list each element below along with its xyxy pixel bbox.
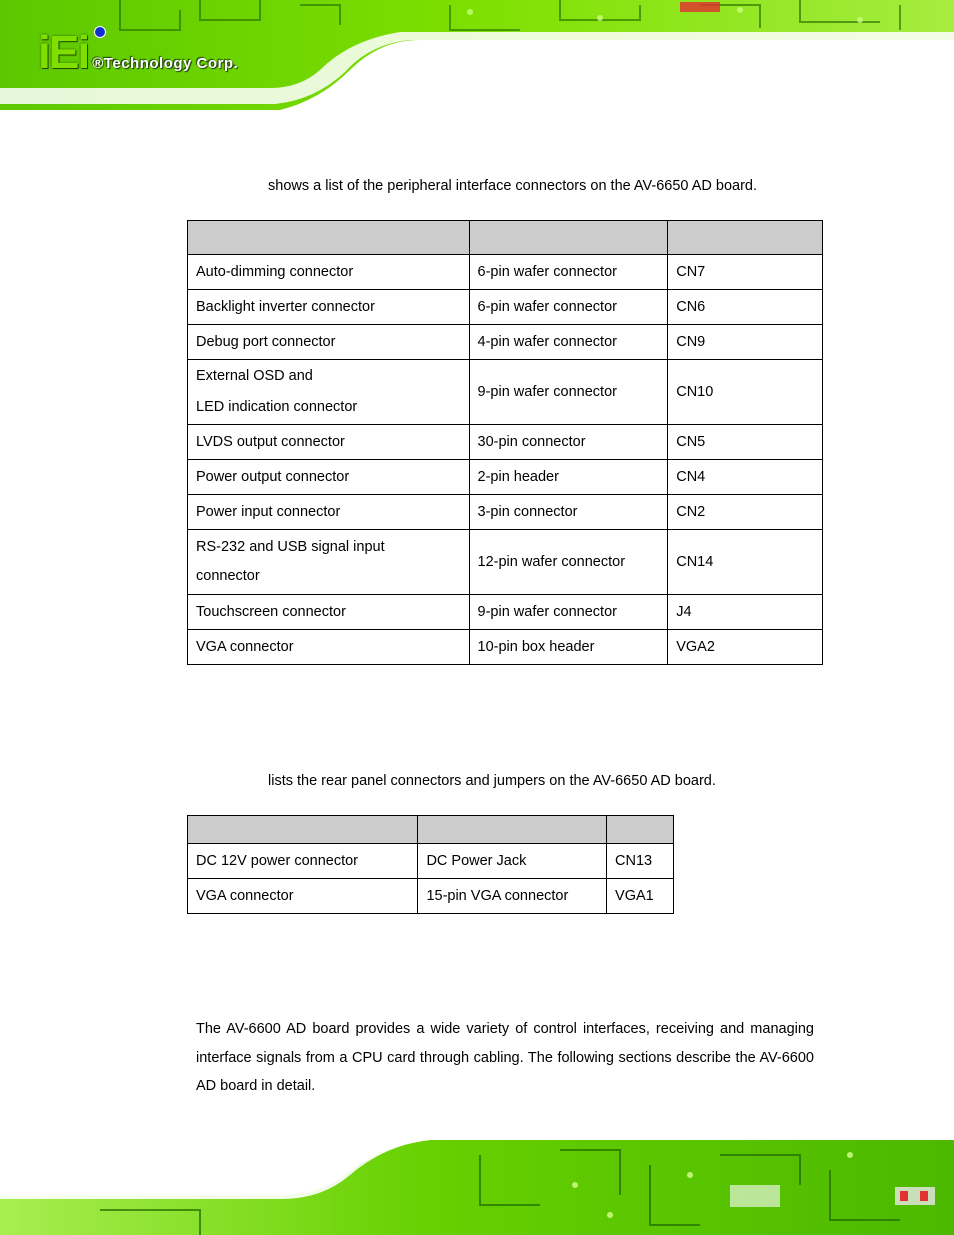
connector-type: DC Power Jack <box>418 844 607 879</box>
connector-name: VGA connector <box>188 630 470 665</box>
connector-label: CN10 <box>668 360 823 425</box>
table-row <box>188 630 823 665</box>
connector-type: 9-pin wafer connector <box>469 360 668 425</box>
connector-label: CN9 <box>668 325 823 360</box>
connector-label: J4 <box>668 595 823 630</box>
overview-paragraph: The AV-6600 AD board provides a wide variety of control interfaces, receiving and managing interface signals from a CPU card through cabling. The following sections describe the AV-6600 AD board in detail. <box>196 1021 814 1094</box>
connector-type: 10-pin box header <box>469 630 668 665</box>
connector-name: Power input connector <box>188 495 470 530</box>
table-row <box>188 255 823 290</box>
table-row <box>188 290 823 325</box>
column-header <box>188 221 470 255</box>
connector-type: 12-pin wafer connector <box>469 530 668 595</box>
table-row <box>188 360 823 425</box>
connector-name-line: External OSD and <box>196 368 313 384</box>
connector-label: CN14 <box>668 530 823 595</box>
connector-label: CN6 <box>668 290 823 325</box>
rear-panel-connectors-table <box>187 815 674 914</box>
column-header <box>188 816 418 844</box>
company-logo <box>38 26 239 78</box>
connector-name: Debug port connector <box>188 325 470 360</box>
connector-name: DC 12V power connector <box>188 844 418 879</box>
connector-label: CN4 <box>668 460 823 495</box>
table-row <box>188 595 823 630</box>
table-row <box>188 425 823 460</box>
connector-label: VGA1 <box>607 879 674 914</box>
column-header <box>469 221 668 255</box>
connector-name: Backlight inverter connector <box>188 290 470 325</box>
peripheral-connectors-table <box>187 220 823 665</box>
connector-name: LVDS output connector <box>188 425 470 460</box>
connector-name <box>188 530 470 595</box>
table-row <box>188 495 823 530</box>
column-header <box>607 816 674 844</box>
connector-label: VGA2 <box>668 630 823 665</box>
connector-type: 15-pin VGA connector <box>418 879 607 914</box>
connector-name: Touchscreen connector <box>188 595 470 630</box>
connector-name: VGA connector <box>188 879 418 914</box>
connector-name: Auto-dimming connector <box>188 255 470 290</box>
connector-label: CN5 <box>668 425 823 460</box>
table-header-row <box>188 221 823 255</box>
connector-name: Power output connector <box>188 460 470 495</box>
connector-type: 2-pin header <box>469 460 668 495</box>
connector-type: 9-pin wafer connector <box>469 595 668 630</box>
table-row <box>188 325 823 360</box>
section1-intro: shows a list of the peripheral interface connectors on the AV-6650 AD board. <box>268 178 757 194</box>
column-header <box>668 221 823 255</box>
connector-label: CN2 <box>668 495 823 530</box>
connector-name <box>188 360 470 425</box>
table-header-row <box>188 816 674 844</box>
column-header <box>418 816 607 844</box>
table-row <box>188 460 823 495</box>
connector-name-line: LED indication connector <box>196 399 358 415</box>
connector-label: CN7 <box>668 255 823 290</box>
table-row <box>188 879 674 914</box>
connector-type: 6-pin wafer connector <box>469 255 668 290</box>
connector-type: 3-pin connector <box>469 495 668 530</box>
table-row <box>188 530 823 595</box>
connector-name-line: RS-232 and USB signal input <box>196 539 385 555</box>
section2-intro: lists the rear panel connectors and jumpers on the AV-6650 AD board. <box>268 773 716 789</box>
table-row <box>188 844 674 879</box>
connector-type: 30-pin connector <box>469 425 668 460</box>
footer-pcb-banner <box>0 1125 954 1235</box>
connector-type: 4-pin wafer connector <box>469 325 668 360</box>
logo-text: ®Technology Corp. <box>92 55 239 72</box>
connector-label: CN13 <box>607 844 674 879</box>
connector-name-line: connector <box>196 568 260 584</box>
logo-dot-icon <box>94 26 106 38</box>
logo-mark: iEi <box>38 26 89 78</box>
connector-type: 6-pin wafer connector <box>469 290 668 325</box>
